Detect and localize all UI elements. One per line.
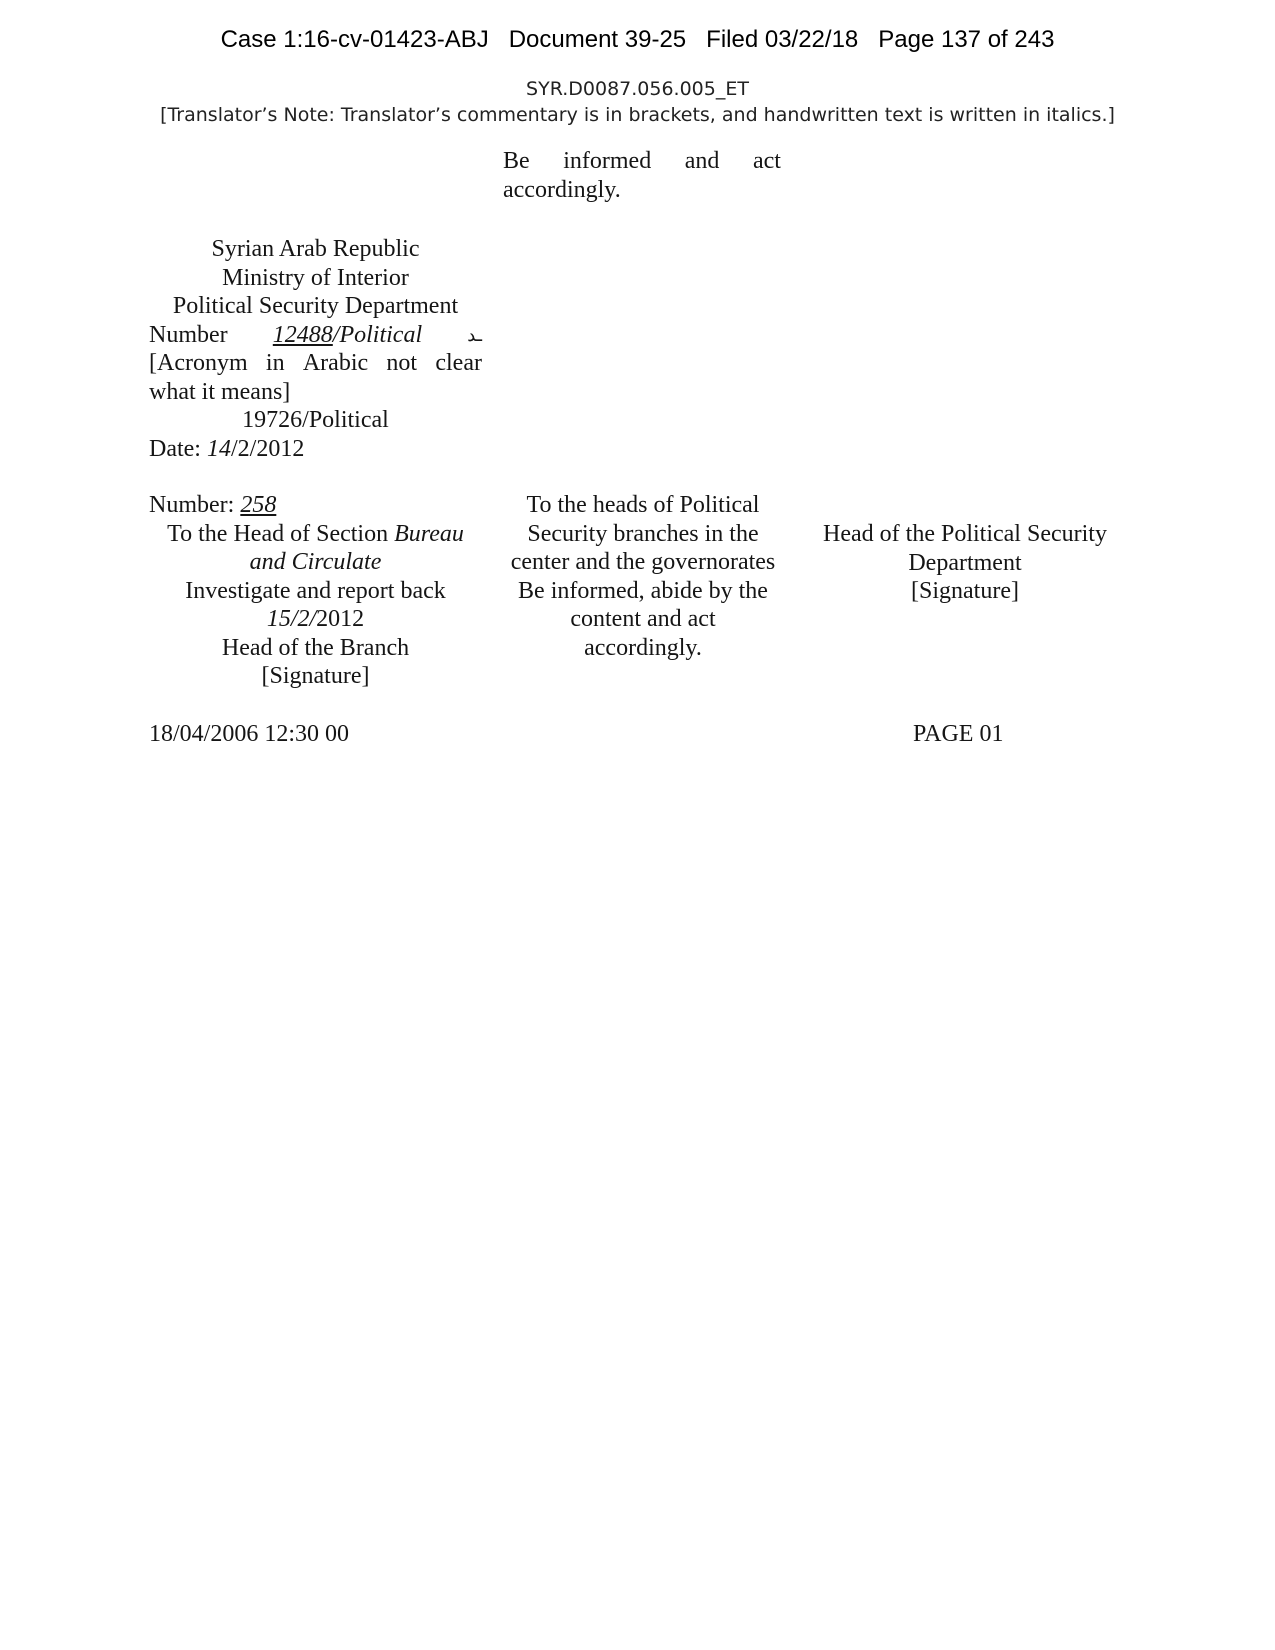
letterhead-number	[273, 321, 422, 350]
top-note-word: and	[684, 148, 720, 174]
department-head-title: Head of the Political Security	[823, 521, 1107, 547]
distribution-line: Be informed, abide by the	[518, 577, 768, 604]
letterhead-acronym-line2: what it means]	[149, 378, 291, 405]
distribution-note	[493, 491, 793, 662]
case-number: Case 1:16-cv-01423-ABJ	[220, 26, 489, 53]
distribution-line: center and the governorates	[510, 549, 776, 575]
letterhead-acronym-line	[149, 349, 482, 378]
to-head-italic: Bureau	[394, 520, 464, 547]
letterhead-reference: 19726/Political	[242, 407, 389, 433]
department-head-signature: [Signature]	[911, 578, 1019, 604]
document-number: Document 39-25	[508, 26, 687, 53]
letterhead-number-suffix: /Political	[332, 321, 423, 348]
routing-date-rest: 2012	[316, 606, 365, 632]
acronym-word: Arabic	[302, 350, 369, 376]
routing-number-label: Number:	[149, 492, 241, 518]
top-note	[503, 147, 781, 204]
routing-date	[149, 605, 482, 634]
acronym-word: in	[265, 350, 285, 376]
to-head-prefix: To the Head of Section	[167, 520, 395, 547]
top-note-word: informed	[563, 148, 652, 174]
top-note-line1	[503, 147, 781, 176]
top-note-word: act	[753, 148, 781, 174]
letterhead-country: Syrian Arab Republic	[211, 236, 420, 262]
court-header	[0, 26, 1275, 54]
date-rest: /2/2012	[230, 435, 305, 462]
routing-number	[149, 491, 482, 520]
top-note-line2: accordingly.	[503, 176, 621, 203]
branch-routing	[149, 491, 482, 691]
routing-head-branch: Head of the Branch	[221, 634, 410, 661]
letterhead-number-line	[149, 321, 482, 350]
fax-timestamp: 18/04/2006 12:30 00	[149, 721, 350, 747]
fax-page-label: PAGE 01	[913, 721, 1004, 747]
date-label: Date:	[149, 435, 207, 462]
top-note-word: Be	[503, 148, 530, 174]
filed-date: Filed 03/22/18	[706, 26, 859, 53]
letterhead-date	[149, 435, 482, 464]
letterhead-number-value: 12488	[272, 321, 333, 348]
bates-number: SYR.D0087.056.005_ET	[526, 78, 749, 100]
acronym-word: [Acronym	[149, 350, 248, 376]
routing-signature: [Signature]	[261, 663, 370, 689]
routing-date-italic: 15/2/	[266, 606, 317, 632]
letterhead	[149, 235, 482, 463]
letterhead-department: Political Security Department	[172, 293, 459, 319]
distribution-line: content and act	[570, 606, 716, 632]
distribution-line: To the heads of Political	[526, 492, 760, 518]
distribution-line: accordingly.	[584, 634, 702, 661]
translator-note: [Translator’s Note: Translator’s commentary is in brackets, and handwritten text is written in italics.]	[160, 104, 1115, 126]
page-count: Page 137 of 243	[878, 26, 1055, 53]
letterhead-number-label: Number	[149, 321, 228, 348]
acronym-word: not	[386, 350, 418, 376]
arabic-mark: ـد	[467, 324, 482, 345]
letterhead-ministry: Ministry of Interior	[222, 264, 409, 291]
acronym-word: clear	[435, 350, 482, 376]
department-head-block	[800, 520, 1130, 606]
routing-instruction: Investigate and report back	[185, 577, 446, 604]
date-day: 14	[206, 435, 231, 462]
department-head-title-line2: Department	[908, 549, 1022, 576]
routing-number-value: 258	[240, 492, 277, 518]
routing-to-head-line2: and Circulate	[249, 549, 382, 575]
distribution-line: Security branches in the	[527, 520, 759, 547]
routing-to-head	[149, 520, 482, 549]
